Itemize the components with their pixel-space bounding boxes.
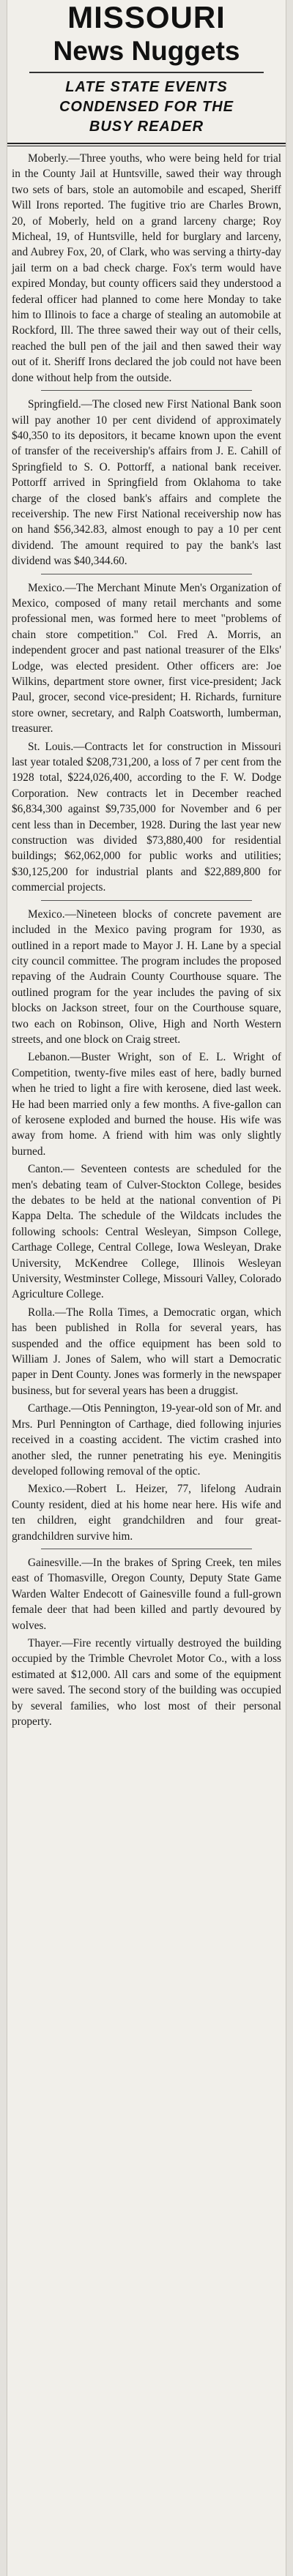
dateline: Mexico. — [28, 907, 65, 921]
item-body: —Three youths, who were being held for trial in the County Jail at Huntsville, sawed their way through two sets of bars, stole an automobile and escaped, Sheriff Will Irons reported. The fugitive trio are Charles Brown, 20, of Moberly, held on a grand larceny charge; Roy Micheal, 19, of Huntsville, held for burglary and larceny, and Aubrey Fox, 20, of Clark, who was serving a thirty-day jail term on a bad check charge. Fox's term would have expired Monday, but county officers said they understood a federal officer had planned to come here Monday to take him to Illinois to face a charge of stealing an automobile at Rockford, Ill. The three sawed their way out of their cells, reached the bull pen of the jail and then sawed their way out of it. Sheriff Irons declared the job could not have been done without help from the outside. — [12, 152, 281, 384]
item-body: —Contracts let for construction in Missouri last year totaled $208,731,200, a loss of 7 per cent from the 1928 total, $224,026,400, according to the F. W. Dodge Corporation. New contracts let in December reached $6,834,300 against $9,735,000 for November and 6 per cent less than in December, 1928. During the last year new construction was divided $73,880,400 for residential buildings; $62,062,000 for public works and utilities; $30,125,200 for industrial plants and $22,889,800 for commercial projects. — [12, 740, 281, 894]
deck-rule — [7, 143, 286, 146]
news-item — [12, 1555, 281, 1633]
masthead — [7, 0, 286, 146]
dateline: Gainesville. — [28, 1556, 82, 1569]
deck-line-1: LATE STATE EVENTS — [65, 79, 228, 95]
news-item — [12, 1636, 281, 1729]
masthead-rule — [29, 72, 264, 73]
dateline: Rolla. — [28, 1306, 55, 1319]
item-body: —Buster Wright, son of E. L. Wright of Competition, twenty-five miles east of here, badly burned when he tried to light a fire with kerosene, died last week. He had been married only a few months. A five-gallon can of kerosene exploded and burned the house. His wife was away from home. A friend with him was only slightly burned. — [12, 1051, 281, 1158]
item-body: —Robert L. Heizer, 77, lifelong Audrain County resident, died at his home near here. His wife and ten children, eight grandchildren and four great-grandchildren survive him. — [12, 1483, 281, 1543]
dateline: Thayer. — [28, 1636, 62, 1650]
item-body: —The Merchant Minute Men's Organization of Mexico, composed of many retail merchants and some professional men, was formed here to meet "problems of chain store competition." Col. Fred A. Morris, an independent grocer and past national treasurer of the Elks' Lodge, was elected president. Other officers are: Joe Wilkins, department store owner, first vice-president; Jack Paul, grocer, second vice-president; H. Richards, furniture store owner, secretary, and Ralph Coatsworth, lumberman, treasurer. — [12, 581, 281, 735]
headline-subtitle: News Nuggets — [53, 36, 240, 66]
headline-title: MISSOURI — [67, 0, 226, 34]
dateline: Mexico. — [28, 1483, 65, 1496]
item-body: —Nineteen blocks of concrete pavement are included in the Mexico paving program for 1930, as outlined in a report made to Mayor J. H. Lane by a special city council committee. The program includes the proposed repaving of the Audrain County Courthouse square. The outlined program for the year includes the paving of six blocks on Jackson street, four on the Courthouse square, two each on Robinson, Olive, High and North Western streets, and one block on Craig street. — [12, 907, 281, 1046]
news-item — [12, 1401, 281, 1479]
news-item — [12, 1161, 281, 1303]
news-item — [12, 580, 281, 737]
news-item — [12, 1305, 281, 1399]
deck — [7, 78, 286, 137]
newspaper-column — [7, 0, 286, 2576]
item-body: — Seventeen contests are scheduled for the men's debating team of Culver-Stockton College, besides the debates to be held at the national convention of Pi Kappa Delta. The schedule of the Wildcats includes the following schools: Central Wesleyan, Simpson College, Carthage College, Central College, Iowa Wesleyan, Drake University, McKendree College, Illinois Wesleyan University, Westminster College, Missouri Valley, Colorado Agriculture College. — [12, 1163, 281, 1301]
item-body: —Otis Pennington, 19-year-old son of Mr. and Mrs. Purl Pennington of Carthage, died following injuries received in a coasting accident. The victim crashed into another sled, the runner penetrating his eye. Meningitis developed following removal of the optic. — [12, 1402, 281, 1478]
dateline: Moberly. — [28, 152, 69, 165]
dateline: Mexico. — [28, 581, 65, 594]
item-body: —The Rolla Times, a Democratic organ, which has been published in Rolla for several years, has suspended and the office equipment has been sold to William J. Jones of Salem, who will start a Democratic paper in Dent County. Jones was formerly in the newspaper business, but for several years has been a druggist. — [12, 1306, 281, 1397]
dateline: Carthage. — [28, 1402, 72, 1415]
item-body: —The closed new First National Bank soon will pay another 10 per cent dividend of approximately $40,350 to its depositors, it became known upon the event of transfer of the receivership's affairs from J. E. Cahill of Springfield to S. O. Pottorff, a national bank receiver. Pottorff arrived in Springfield from Oklahoma to take charge of the closed bank's affairs and complete the receivership. The new First National receivership now has on hand $56,342.83, almost enough to pay a 10 per cent dividend. The amount required to pay the bank's last dividend was $40,344.60. — [12, 398, 281, 568]
news-item — [12, 907, 281, 1048]
dateline: Springfield. — [28, 398, 81, 411]
news-item — [12, 151, 281, 386]
news-item — [12, 1481, 281, 1544]
item-body: —Fire recently virtually destroyed the building occupied by the Trimble Chevrolet Motor Co., with a loss estimated at $12,000. All cars and some of the equipment were saved. The second story of the building was occupied by several families, who lost most of their personal property. — [12, 1636, 281, 1728]
dateline: Lebanon. — [28, 1051, 70, 1064]
dateline: St. Louis. — [28, 740, 74, 753]
news-items — [7, 151, 286, 1729]
deck-line-3: BUSY READER — [89, 119, 204, 135]
dateline: Canton. — [28, 1163, 64, 1176]
deck-line-2: CONDENSED FOR THE — [59, 99, 234, 115]
news-item — [12, 397, 281, 569]
news-item — [12, 739, 281, 896]
news-item — [12, 1049, 281, 1159]
item-separator — [41, 390, 252, 391]
item-body: —In the brakes of Spring Creek, ten miles east of Thomasville, Oregon County, Deputy State Game Warden Walter Endecott of Gainesville found a full-grown female deer that had been killed and partly devoured by wolves. — [12, 1556, 281, 1632]
item-separator — [41, 900, 252, 901]
